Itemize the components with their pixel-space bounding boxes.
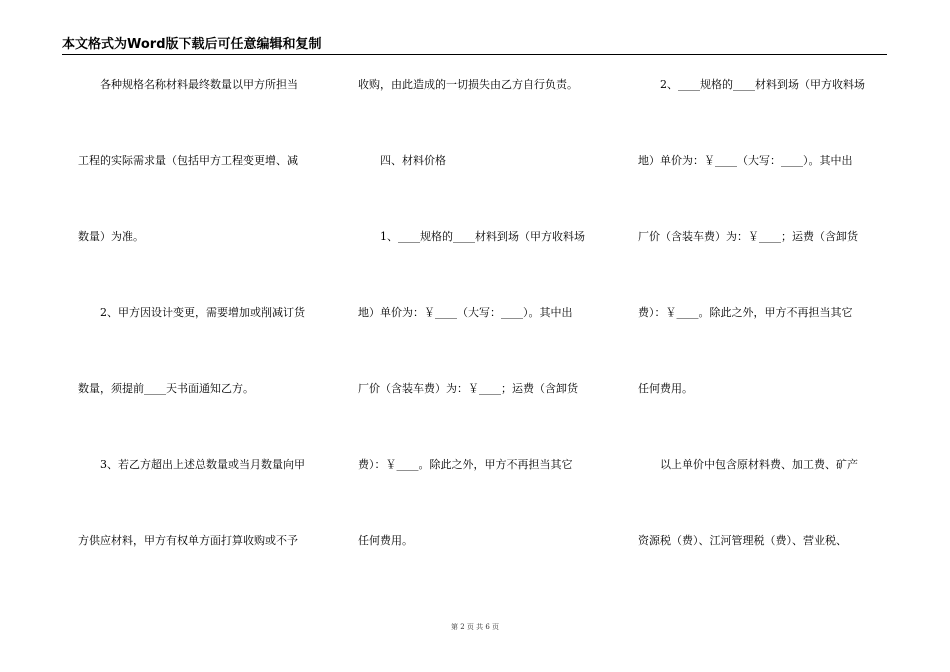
text-column-1 — [78, 76, 328, 608]
text-line: 2、甲方因设计变更，需要增加或削减订货 — [78, 306, 305, 319]
text-line: 2、____规格的____材料到场（甲方收料场 — [638, 78, 865, 91]
text-column-2 — [358, 76, 608, 608]
text-line: 费）：￥____。除此之外，甲方不再担当其它 — [638, 306, 853, 319]
text-line: 费）：￥____。除此之外，甲方不再担当其它 — [358, 458, 573, 471]
header-divider — [62, 54, 887, 55]
text-line: 数量，须提前____天书面通知乙方。 — [78, 382, 254, 395]
text-line: 地）单价为：￥____（大写：____）。其中出 — [358, 306, 573, 319]
document-header-title: 本文格式为Word版下载后可任意编辑和复制 — [62, 37, 322, 52]
text-line: 以上单价中包含原材料费、加工费、矿产 — [638, 458, 858, 471]
page-number-footer: 第 2 页 共 6 页 — [450, 623, 500, 631]
text-line: 收购，由此造成的一切损失由乙方自行负责。 — [358, 78, 578, 91]
text-line: 厂价（含装车费）为：￥____；运费（含卸货 — [638, 230, 858, 243]
text-line: 任何费用。 — [358, 534, 413, 547]
text-line: 地）单价为：￥____（大写：____）。其中出 — [638, 154, 853, 167]
text-line: 数量）为准。 — [78, 230, 144, 243]
text-line: 1、____规格的____材料到场（甲方收料场 — [358, 230, 585, 243]
text-line: 3、若乙方超出上述总数量或当月数量向甲 — [78, 458, 305, 471]
text-line: 厂价（含装车费）为：￥____；运费（含卸货 — [358, 382, 578, 395]
section-heading: 四、材料价格 — [358, 154, 446, 167]
text-line: 方供应材料，甲方有权单方面打算收购或不予 — [78, 534, 298, 547]
text-line: 各种规格名称材料最终数量以甲方所担当 — [78, 78, 298, 91]
text-column-3 — [638, 76, 888, 608]
text-line: 工程的实际需求量（包括甲方工程变更增、减 — [78, 154, 298, 167]
text-line: 任何费用。 — [638, 382, 693, 395]
text-line: 资源税（费）、江河管理税（费）、营业税、 — [638, 534, 847, 547]
